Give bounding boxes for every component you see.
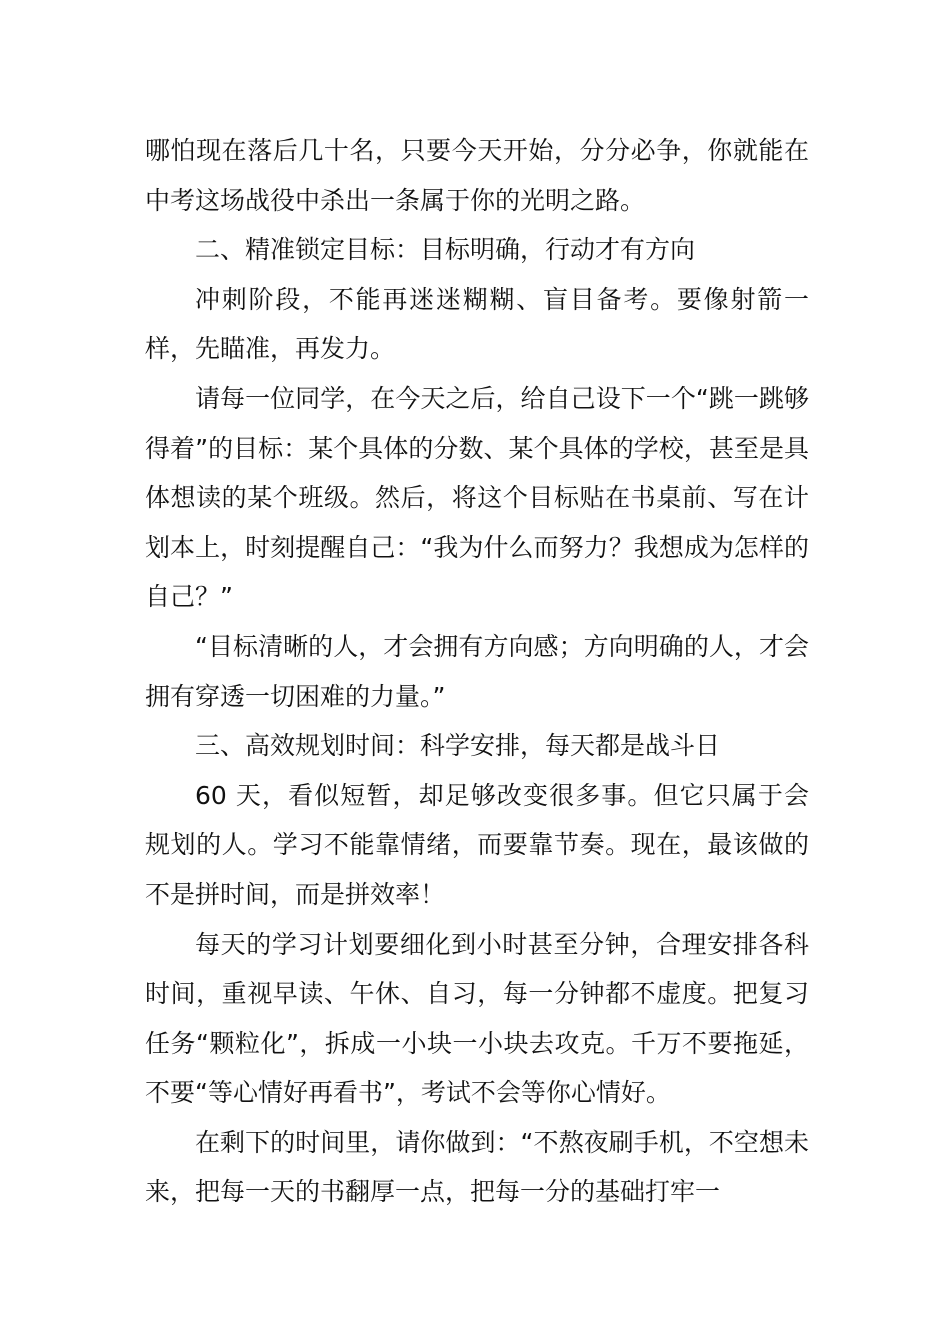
document-body bbox=[145, 126, 809, 1217]
section-heading-2: 二、精准锁定目标：目标明确，行动才有方向 bbox=[195, 235, 696, 265]
paragraph-continuation: 哪怕现在落后几十名，只要今天开始，分分必争，你就能在中考这场战役中杀出一条属于你的光明之路。 bbox=[145, 136, 809, 215]
quote-paragraph: “目标清晰的人，才会拥有方向感；方向明确的人，才会拥有穿透一切困难的力量。” bbox=[145, 631, 809, 711]
paragraph: 请每一位同学，在今天之后，给自己设下一个“跳一跳够得着”的目标：某个具体的分数、某个具体的学校，甚至是具体想读的某个班级。然后，将这个目标贴在书桌前、写在计划本上，时刻提醒自己：“我为什么而努力？我想成为怎样的自己？” bbox=[145, 383, 809, 612]
paragraph: 冲刺阶段，不能再迷迷糊糊、盲目备考。要像射箭一样，先瞄准，再发力。 bbox=[145, 284, 809, 364]
paragraph: 每天的学习计划要细化到小时甚至分钟，合理安排各科时间，重视早读、午休、自习，每一分钟都不虚度。把复习任务“颗粒化”，拆成一小块一小块去攻克。千万不要拖延，不要“等心情好再看书”，考试不会等你心情好。 bbox=[145, 929, 809, 1108]
paragraph: 60 天，看似短暂，却足够改变很多事。但它只属于会规划的人。学习不能靠情绪，而要靠节奏。现在，最该做的不是拼时间，而是拼效率！ bbox=[145, 780, 809, 909]
section-heading-3: 三、高效规划时间：科学安排，每天都是战斗日 bbox=[195, 731, 721, 761]
paragraph: 在剩下的时间里，请你做到：“不熬夜刷手机，不空想未来，把每一天的书翻厚一点，把每一分的基础打牢一 bbox=[145, 1127, 809, 1207]
